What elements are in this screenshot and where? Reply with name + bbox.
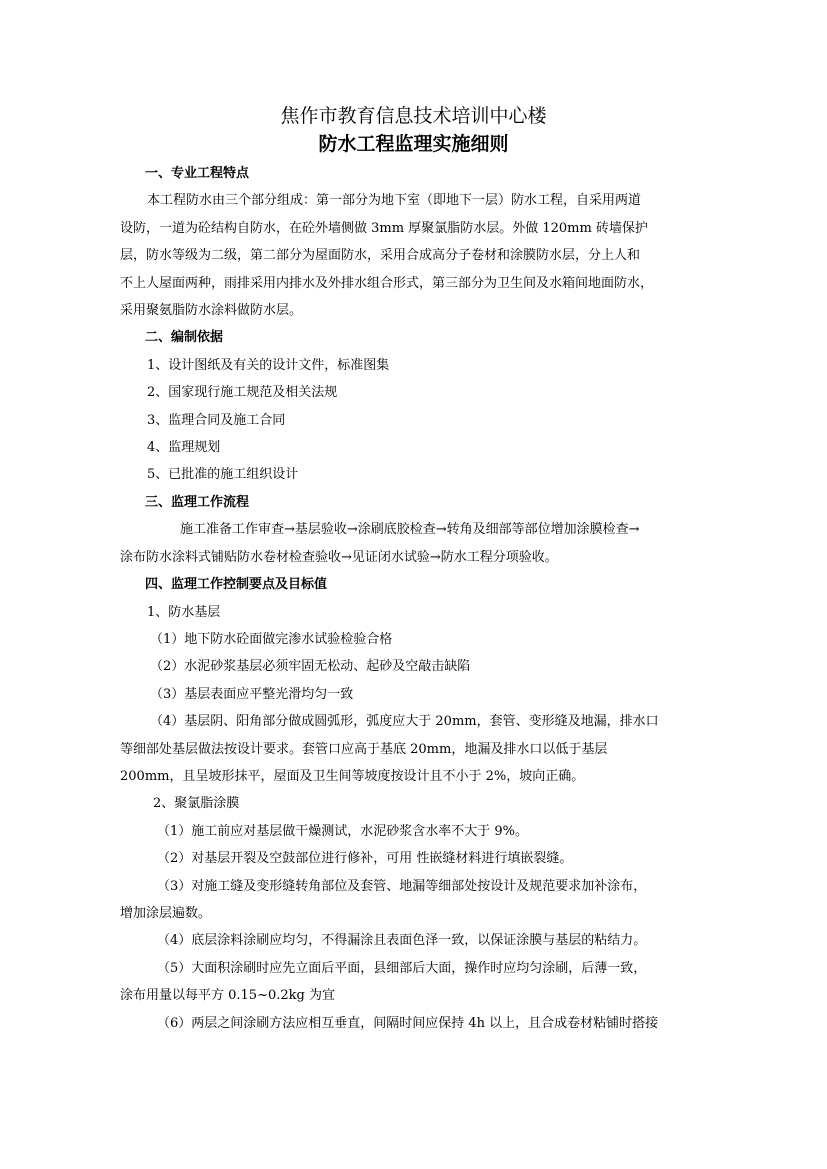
list-item: （1）施工前应对基层做干燥测试，水泥砂浆含水率不大于 9%。 bbox=[157, 823, 529, 839]
list-item: （4）底层涂料涂刷应均匀，不得漏涂且表面色泽一致，以保证涂膜与基层的粘结力。 bbox=[157, 933, 647, 949]
section-heading: 二、编制依据 bbox=[145, 330, 224, 346]
list-item: 5、已批准的施工组织设计 bbox=[147, 467, 299, 483]
section-heading: 三、监理工作流程 bbox=[145, 494, 250, 510]
paragraph-line: 涂布防水涂料式铺贴防水卷材检查验收→见证闭水试验→防水工程分项验收。 bbox=[120, 549, 558, 565]
document-title-line1: 焦作市教育信息技术培训中心楼 bbox=[280, 105, 547, 127]
subsection-title: 2、聚氯脂涂膜 bbox=[153, 796, 240, 812]
list-item: （6）两层之间涂刷方法应相互垂直，间隔时间应保持 4h 以上，且合成卷材粘铺时搭接 bbox=[157, 1015, 659, 1031]
paragraph-line: 等细部处基层做法按设计要求。套管口应高于基底 20mm，地漏及排水口以低于基层 bbox=[120, 741, 608, 757]
paragraph-line: 施工准备工作审查→基层验收→涂刷底胶检查→转角及细部等部位增加涂膜检查→ bbox=[180, 522, 640, 538]
list-item: （1）地下防水砼面做完渗水试验检验合格 bbox=[150, 631, 393, 647]
section-heading: 四、监理工作控制要点及目标值 bbox=[145, 577, 328, 593]
list-item: （2）水泥砂浆基层必须牢固无松动、起砂及空敲击缺陷 bbox=[150, 659, 471, 675]
list-item: 4、监理规划 bbox=[147, 440, 221, 456]
paragraph-line: （5）大面积涂刷时应先立面后平面，县细部后大面，操作时应均匀涂刷，后薄一致， bbox=[157, 960, 647, 976]
paragraph-line: 采用聚氨脂防水涂料做防水层。 bbox=[120, 303, 303, 319]
paragraph-line: 增加涂层遍数。 bbox=[120, 905, 212, 921]
document-title-line2: 防水工程监理实施细则 bbox=[318, 133, 509, 155]
paragraph-line: （3）对施工缝及变形缝转角部位及套管、地漏等细部处按设计及规范要求加补涂布， bbox=[157, 878, 647, 894]
list-item: （2）对基层开裂及空鼓部位进行修补，可用 性嵌缝材料进行填嵌裂缝。 bbox=[157, 851, 573, 867]
paragraph-line: 设防，一道为砼结构自防水，在砼外墙侧做 3mm 厚聚氯脂防水层。外做 120mm 砖墙保护 bbox=[120, 220, 648, 236]
paragraph-line: 本工程防水由三个部分组成：第一部分为地下室（即地下一层）防水工程，自采用两道 bbox=[147, 193, 642, 209]
paragraph-line: 200mm，且呈坡形抹平，屋面及卫生间等坡度按设计且不小于 2%，坡向正确。 bbox=[120, 768, 585, 784]
paragraph-line: （4）基层阴、阳角部分做成圆弧形，弧度应大于 20mm，套管、变形缝及地漏，排水口 bbox=[150, 714, 659, 730]
paragraph-line: 涂布用量以每平方 0.15~0.2kg 为宜 bbox=[120, 988, 335, 1004]
list-item: 2、国家现行施工规范及相关法规 bbox=[147, 385, 338, 401]
paragraph-line: 层，防水等级为二级，第二部分为屋面防水，采用合成高分子卷材和涂膜防水层，分上人和 bbox=[120, 248, 641, 264]
paragraph-line: 不上人屋面两种，雨排采用内排水及外排水组合形式，第三部分为卫生间及水箱间地面防水， bbox=[120, 275, 654, 291]
list-item: 3、监理合同及施工合同 bbox=[147, 412, 286, 428]
document-body bbox=[120, 160, 708, 1037]
subsection-title: 1、防水基层 bbox=[147, 604, 221, 620]
list-item: 1、设计图纸及有关的设计文件，标准图集 bbox=[147, 357, 390, 373]
list-item: （3）基层表面应平整光滑均匀一致 bbox=[150, 686, 354, 702]
section-heading: 一、专业工程特点 bbox=[145, 166, 250, 181]
